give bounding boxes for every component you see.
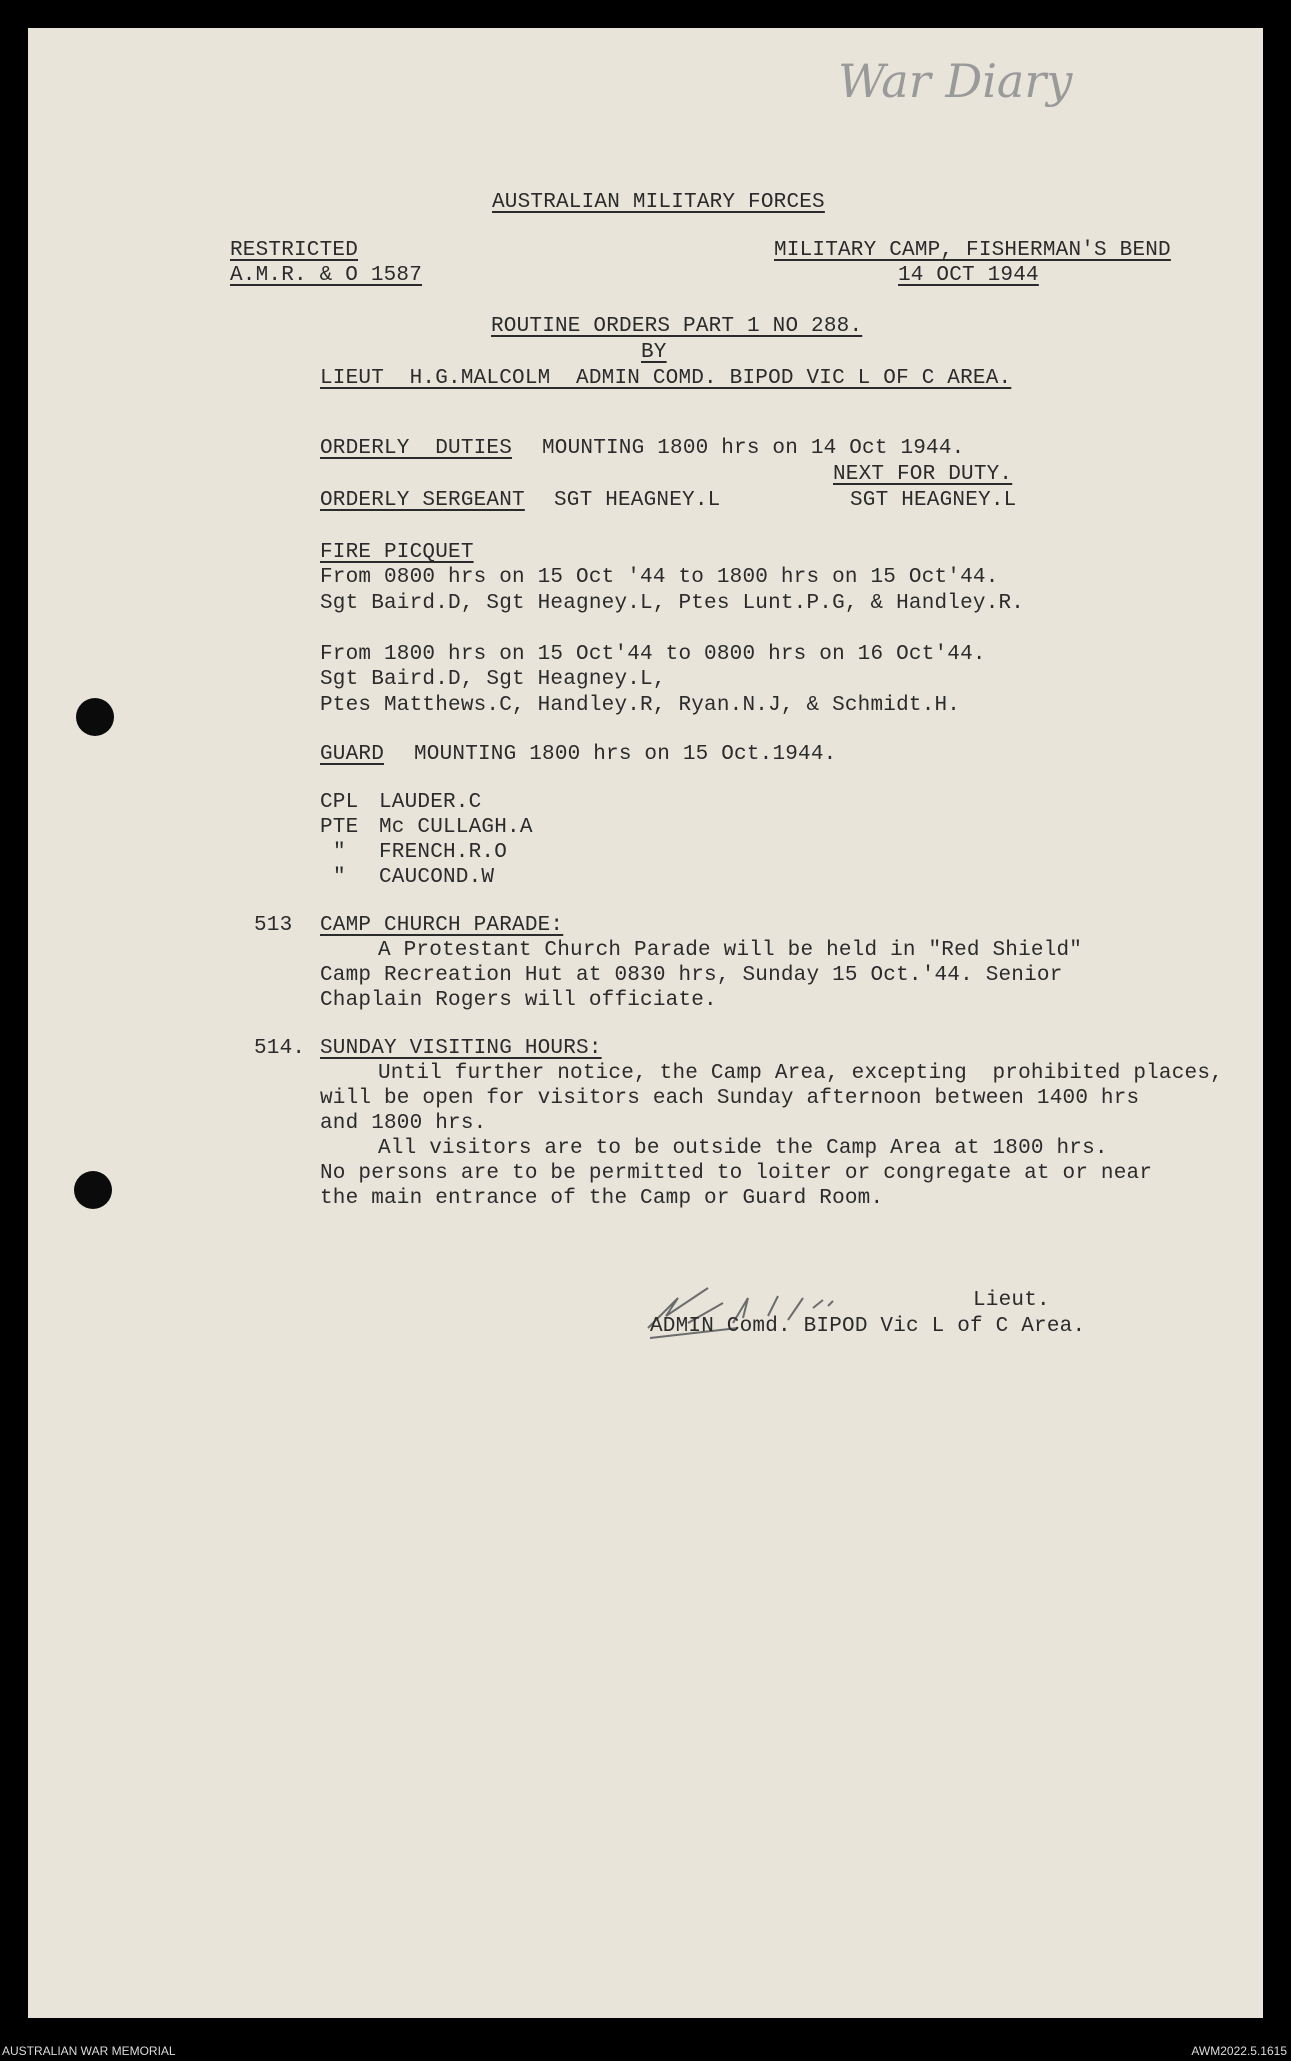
signature-rank: Lieut. (973, 1289, 1050, 1312)
document-page (28, 28, 1263, 2018)
routine-orders-title: ROUTINE ORDERS PART 1 NO 288. (491, 315, 863, 338)
next-orderly-sergeant-name: SGT HEAGNEY.L (850, 489, 1017, 512)
guard-member: Mc CULLAGH.A (379, 816, 533, 839)
order-date: 14 OCT 1944 (898, 264, 1039, 287)
orderly-duties-text: MOUNTING 1800 hrs on 14 Oct 1944. (542, 437, 965, 460)
guard-rank: CPL (320, 791, 359, 814)
item-number: 513 (254, 914, 293, 937)
item-heading: CAMP CHURCH PARADE: (320, 914, 564, 937)
guard-text: MOUNTING 1800 hrs on 15 Oct.1944. (414, 743, 837, 766)
guard-member: FRENCH.R.O (379, 841, 508, 864)
orderly-sergeant-label: ORDERLY SERGEANT (320, 489, 525, 512)
item-text-line: No persons are to be permitted to loiter or congregate at or near (320, 1162, 1153, 1185)
item-text-line: and 1800 hrs. (320, 1112, 487, 1135)
fire-picquet-line: From 1800 hrs on 15 Oct'44 to 0800 hrs on 16 Oct'44. (320, 643, 986, 666)
guard-member: CAUCOND.W (379, 866, 495, 889)
item-text-line: A Protestant Church Parade will be held in "Red Shield" (378, 939, 1083, 962)
camp-location: MILITARY CAMP, FISHERMAN'S BEND (774, 239, 1171, 262)
handwritten-annotation: War Diary (838, 54, 1073, 108)
guard-rank: PTE (320, 816, 359, 839)
fire-picquet-line: Sgt Baird.D, Sgt Heagney.L, (320, 668, 666, 691)
item-number: 514. (254, 1037, 306, 1060)
fire-picquet-line: Sgt Baird.D, Sgt Heagney.L, Ptes Lunt.P.G, & Handley.R. (320, 592, 1025, 615)
signature-title: ADMIN Comd. BIPOD Vic L of C Area. (650, 1315, 1086, 1338)
next-for-duty-label: NEXT FOR DUTY. (833, 463, 1013, 486)
item-text-line: Chaplain Rogers will officiate. (320, 989, 717, 1012)
item-text-line: Camp Recreation Hut at 0830 hrs, Sunday 15 Oct.'44. Senior (320, 964, 1063, 987)
fire-picquet-line: From 0800 hrs on 15 Oct '44 to 1800 hrs on 15 Oct'44. (320, 566, 999, 589)
item-text-line: Until further notice, the Camp Area, excepting prohibited places, (378, 1062, 1223, 1085)
footer-institution: AUSTRALIAN WAR MEMORIAL (2, 2044, 176, 2058)
fire-picquet-label: FIRE PICQUET (320, 541, 474, 564)
item-text-line: the main entrance of the Camp or Guard Room. (320, 1187, 884, 1210)
orderly-duties-label: ORDERLY DUTIES (320, 437, 513, 460)
guard-label: GUARD (320, 743, 385, 766)
item-text-line: All visitors are to be outside the Camp Area at 1800 hrs. (378, 1137, 1108, 1160)
document-title: AUSTRALIAN MILITARY FORCES (492, 191, 825, 214)
guard-rank: " (333, 866, 346, 889)
orderly-sergeant-name: SGT HEAGNEY.L (554, 489, 721, 512)
guard-rank: " (333, 841, 346, 864)
footer-reference: AWM2022.5.1615 (1191, 2044, 1287, 2058)
restricted-label: RESTRICTED (230, 239, 359, 262)
fire-picquet-line: Ptes Matthews.C, Handley.R, Ryan.N.J, & Schmidt.H. (320, 694, 961, 717)
guard-member: LAUDER.C (379, 791, 482, 814)
item-text-line: will be open for visitors each Sunday afternoon between 1400 hrs (320, 1087, 1140, 1110)
reference-number: A.M.R. & O 1587 (230, 264, 423, 287)
issuer-line: LIEUT H.G.MALCOLM ADMIN COMD. BIPOD VIC L OF C AREA. (320, 367, 1012, 390)
punch-hole-upper (76, 698, 114, 736)
item-heading: SUNDAY VISITING HOURS: (320, 1037, 602, 1060)
by-label: BY (641, 341, 667, 364)
punch-hole-lower (74, 1171, 112, 1209)
